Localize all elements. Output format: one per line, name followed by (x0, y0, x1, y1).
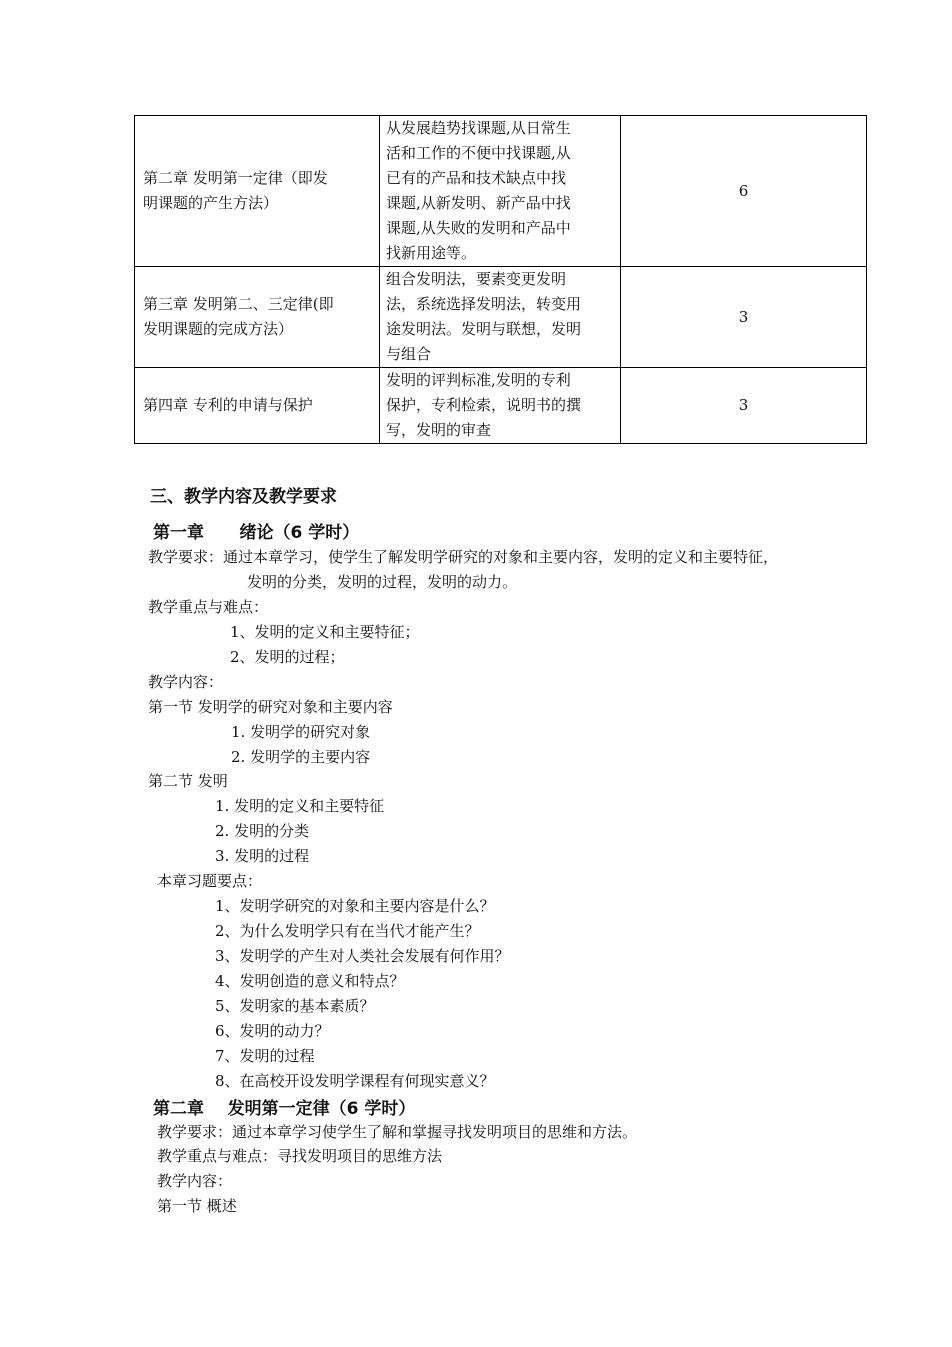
cell-line: 与组合 (386, 345, 432, 363)
exercise-item: 1、发明学研究的对象和主要内容是什么？ (215, 897, 495, 915)
content-cell (380, 267, 621, 368)
exercise-item: 5、发明家的基本素质？ (215, 997, 375, 1015)
content-cell (380, 116, 621, 267)
chapter1-heading: 第一章 绪论（6 学时） (153, 523, 360, 543)
key-point-item: 1、发明的定义和主要特征； (230, 623, 420, 641)
list-item: 2. 发明学的主要内容 (231, 748, 371, 766)
cell-line: 法，系统选择发明法，转变用 (386, 295, 582, 313)
table-row (135, 267, 867, 368)
chapter-cell (135, 368, 380, 444)
cell-line: 发明的评判标准,发明的专利 (386, 371, 571, 389)
hours-cell: 3 (621, 267, 867, 368)
cell-line: 活和工作的不便中找课题,从 (386, 144, 571, 162)
chapter1-exercise-label: 本章习题要点： (157, 872, 263, 890)
hours-cell: 6 (621, 116, 867, 267)
cell-line: 已有的产品和技术缺点中找 (386, 169, 567, 187)
chapter2-content-label: 教学内容： (157, 1172, 233, 1190)
cell-line: 课题,从新发明、新产品中找 (386, 194, 571, 212)
chapter2-requirement: 教学要求：通过本章学习使学生了解和掌握寻找发明项目的思维和方法。 (157, 1123, 638, 1141)
section-title-line: 第一节 发明学的研究对象和主要内容 (148, 698, 393, 716)
cell-line: 第三章 发明第二、三定律(即 (143, 295, 334, 313)
chapter1-content-label: 教学内容： (148, 673, 224, 691)
section-title: 三、教学内容及教学要求 (150, 487, 337, 507)
chapter1-requirement: 教学要求：通过本章学习，使学生了解发明学研究的对象和主要内容，发明的定义和主要特征， (148, 548, 779, 566)
chapter1-requirement-cont: 发明的分类，发明的过程，发明的动力。 (247, 573, 518, 591)
key-point-item: 2、发明的过程； (230, 648, 345, 666)
cell-line: 途发明法。发明与联想，发明 (386, 320, 582, 338)
cell-line: 第二章 发明第一定律（即发 (143, 169, 328, 187)
table-row (135, 368, 867, 444)
exercise-item: 4、发明创造的意义和特点？ (215, 972, 405, 990)
cell-line: 从发展趋势找课题,从日常生 (386, 119, 571, 137)
chapter2-heading: 第二章 发明第一定律（6 学时） (153, 1099, 416, 1119)
exercise-item: 2、为什么发明学只有在当代才能产生？ (215, 922, 480, 940)
exercise-item: 3、发明学的产生对人类社会发展有何作用？ (215, 947, 510, 965)
list-item: 3. 发明的过程 (215, 847, 310, 865)
cell-line: 课题,从失败的发明和产品中 (386, 219, 571, 237)
table-row (135, 116, 867, 267)
section-title-line: 第二节 发明 (148, 772, 228, 790)
list-item: 2. 发明的分类 (215, 822, 310, 840)
hours-cell: 3 (621, 368, 867, 444)
exercise-item: 8、在高校开设发明学课程有何现实意义？ (215, 1072, 495, 1090)
chapter-cell (135, 116, 380, 267)
exercise-item: 6、发明的动力？ (215, 1022, 330, 1040)
cell-line: 第四章 专利的申请与保护 (143, 396, 313, 414)
cell-line: 发明课题的完成方法） (143, 320, 294, 338)
cell-line: 保护，专利检索，说明书的撰 (386, 396, 582, 414)
cell-line: 组合发明法，要素变更发明 (386, 270, 567, 288)
chapter1-key-points-label: 教学重点与难点： (148, 598, 269, 616)
exercise-item: 7、发明的过程 (215, 1047, 315, 1065)
list-item: 1. 发明学的研究对象 (231, 723, 371, 741)
cell-line: 写，发明的审查 (386, 421, 492, 439)
chapter-cell (135, 267, 380, 368)
list-item: 1. 发明的定义和主要特征 (215, 797, 385, 815)
section-title-line: 第一节 概述 (157, 1197, 237, 1215)
cell-line: 找新用途等。 (386, 244, 477, 262)
chapter2-key-points: 教学重点与难点：寻找发明项目的思维方法 (157, 1147, 443, 1165)
content-cell (380, 368, 621, 444)
syllabus-table (134, 115, 867, 444)
cell-line: 明课题的产生方法） (143, 194, 279, 212)
